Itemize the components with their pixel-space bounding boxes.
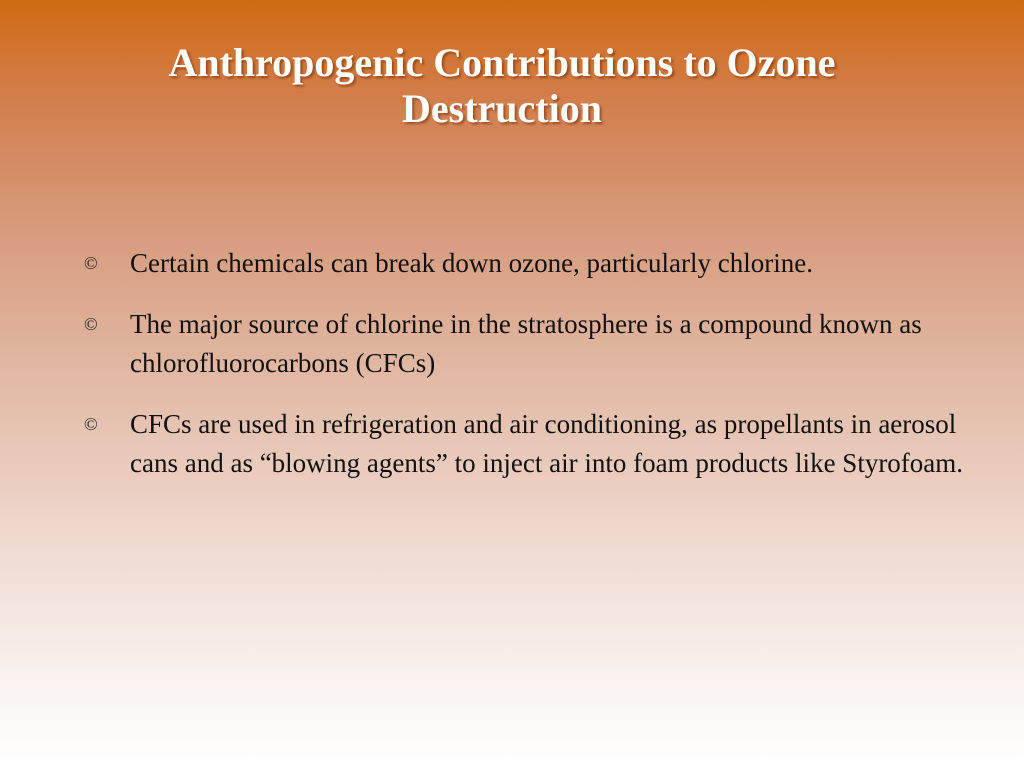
bullet-text: CFCs are used in refrigeration and air conditioning, as propellants in aerosol cans and as “blowing agents” to inject air into foam products like Styrofoam. [130,409,964,478]
bullet-item [84,244,964,283]
bullet-text: The major source of chlorine in the stratosphere is a compound known as chlorofluorocarbons (CFCs) [130,309,922,378]
bullet-text: Certain chemicals can break down ozone, particularly chlorine. [130,248,813,278]
bullet-list [84,244,964,505]
bullet-item [84,405,964,483]
slide-title: Anthropogenic Contributions to Ozone Destruction [168,40,836,131]
bullet-icon: © [84,314,98,334]
bullet-icon: © [84,414,98,434]
bullet-icon: © [84,253,98,273]
bullet-item [84,305,964,383]
